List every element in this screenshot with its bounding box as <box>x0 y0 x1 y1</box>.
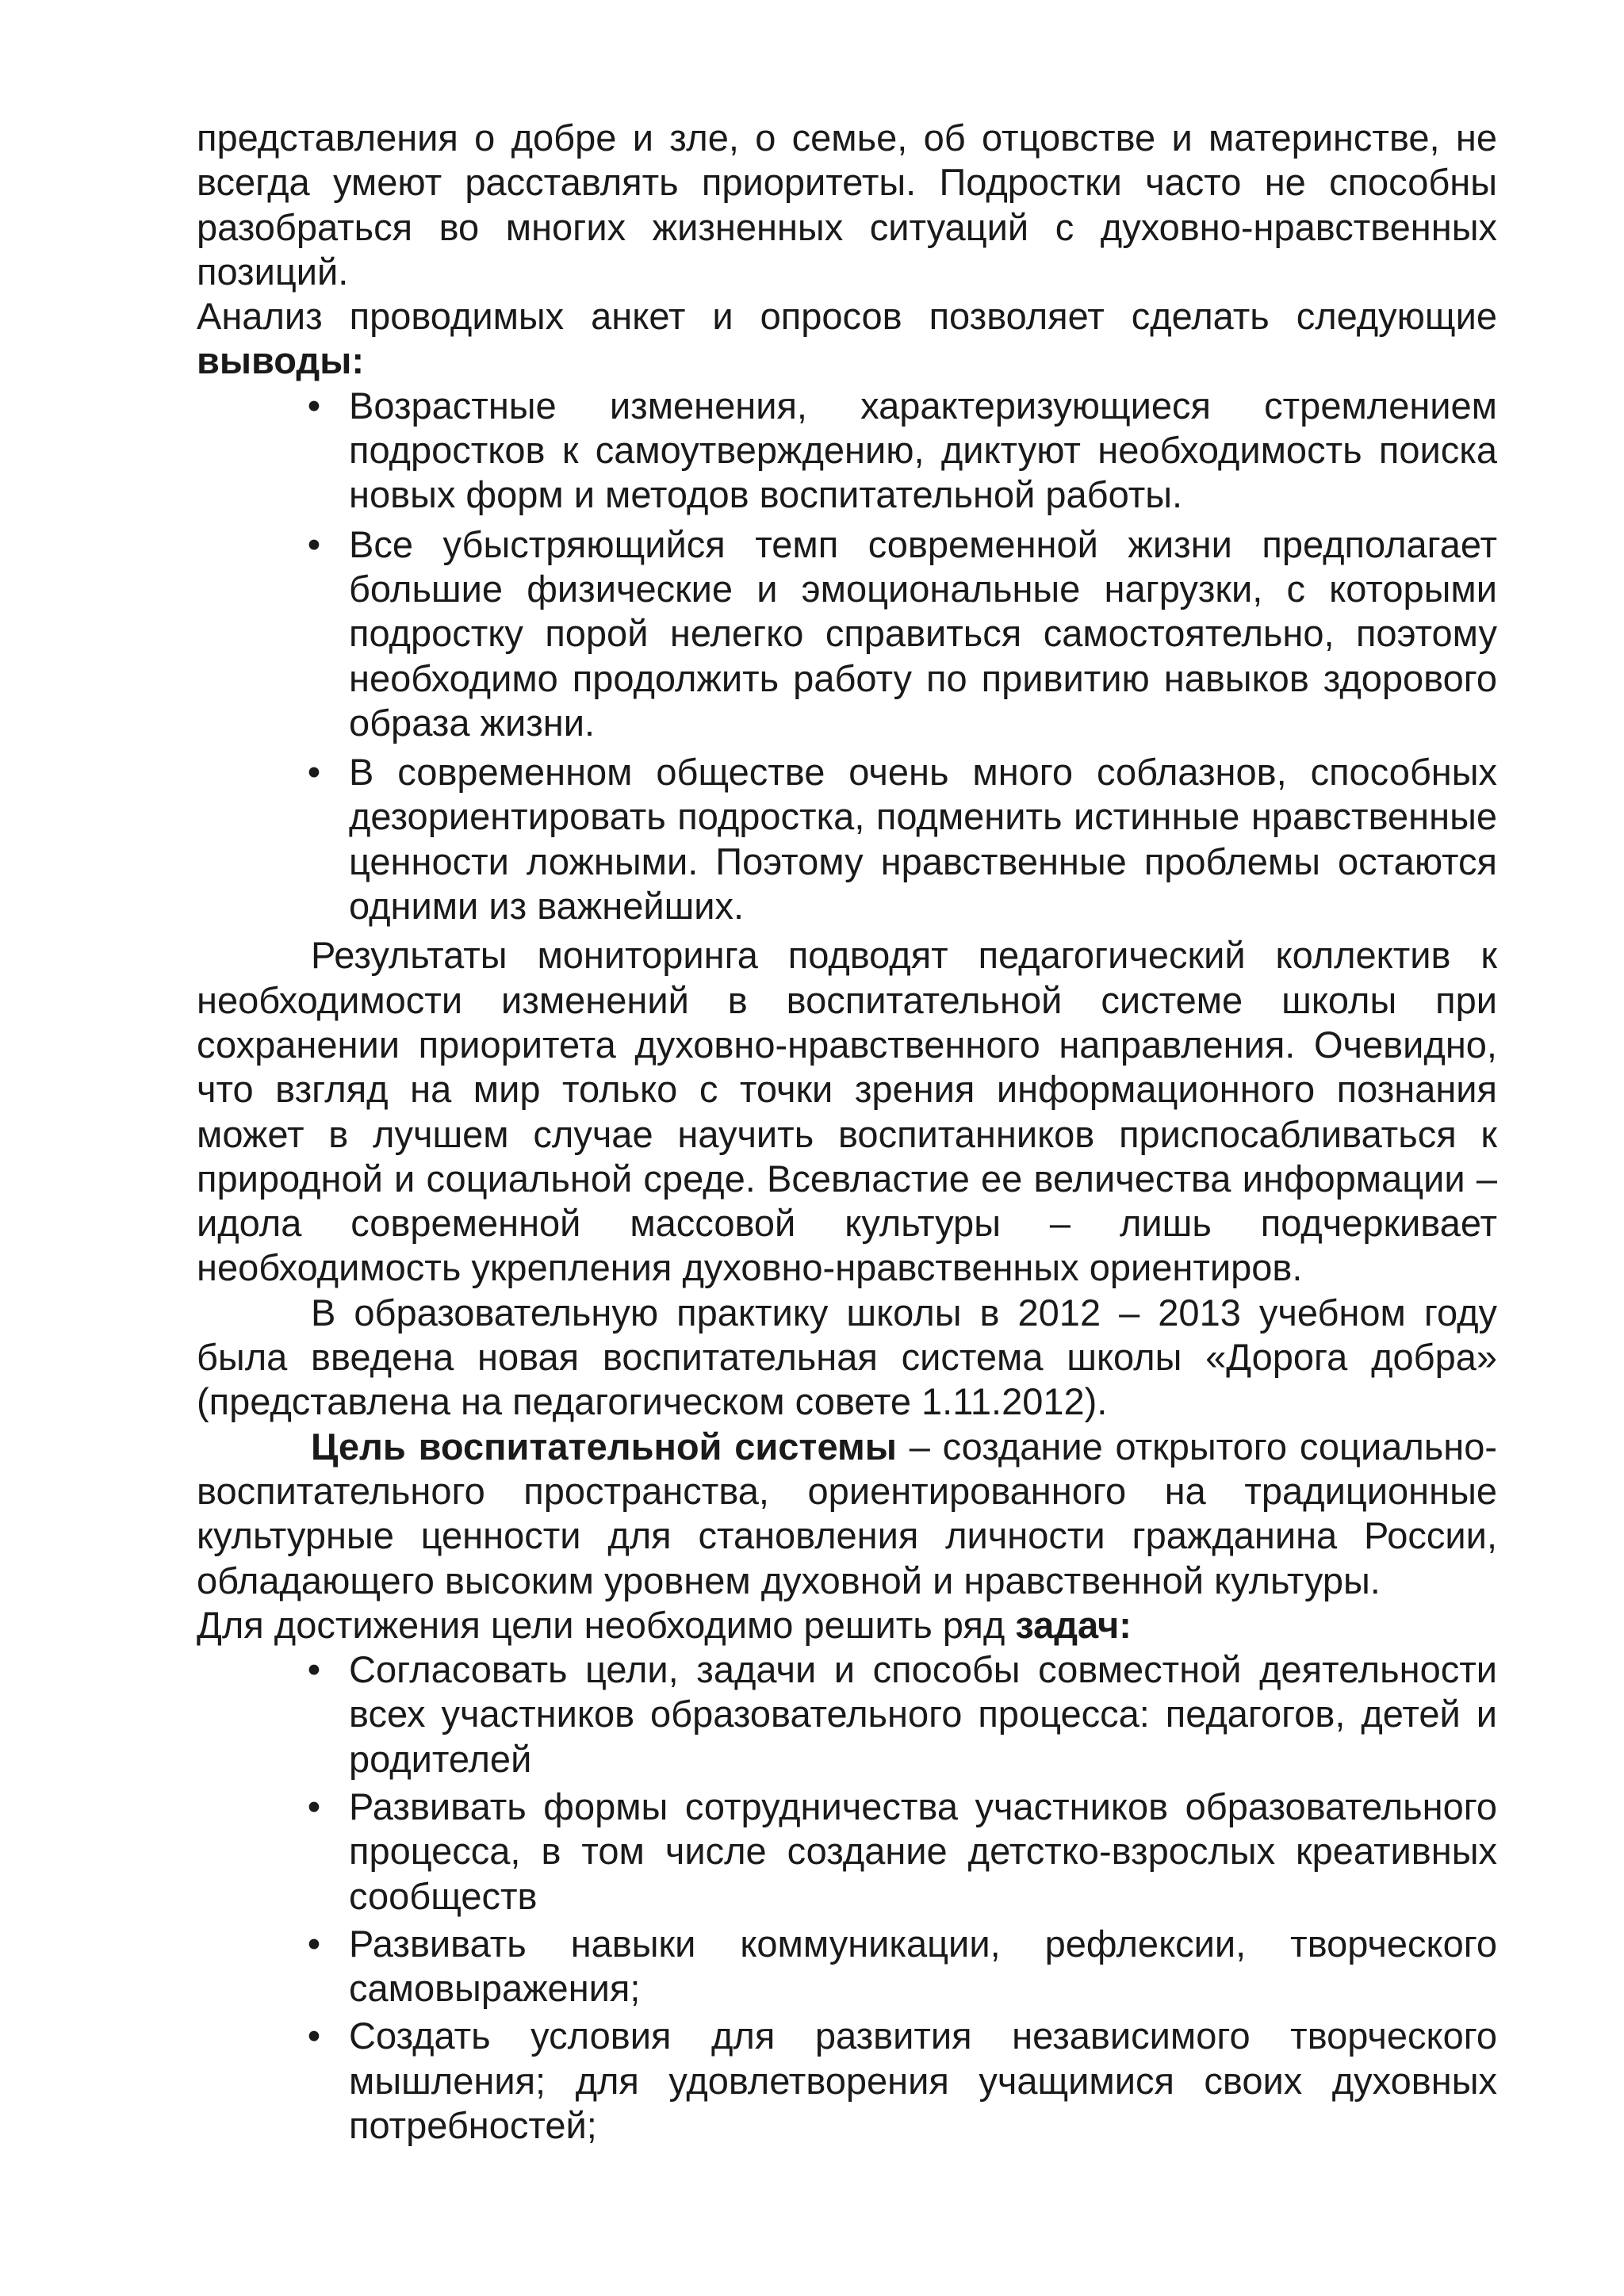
tasks-lead-paragraph <box>197 1603 1497 1647</box>
goal-paragraph <box>197 1425 1497 1603</box>
bullet-icon: • <box>307 1648 321 1691</box>
bullet-icon: • <box>307 384 321 427</box>
list-item <box>307 750 1497 928</box>
list-item <box>307 522 1497 745</box>
practice-paragraph: В образовательную практику школы в 2012 – 2013 учебном году была введена новая воспитательная система школы «Дорога добра» (представлена на педагогическом совете 1.11.2012). <box>197 1291 1497 1423</box>
bullet-icon: • <box>307 2015 321 2057</box>
bullet-icon: • <box>307 1785 321 1827</box>
bullet-icon: • <box>307 522 321 565</box>
goal-bold-text: Цель воспитательной системы <box>311 1425 897 1468</box>
analysis-bold-text: выводы: <box>197 339 365 382</box>
results-paragraph: Результаты мониторинга подводят педагогический коллектив к необходимости изменений в воспитательной системе школы при сохранении приоритета духовно-нравственного направления. Очевидно, что взгляд на мир только с точки зрения информационного познания может в лучшем случае научить воспитанников приспосабливаться к природной и социальной среде. Всевластие ее величества информации – идола современной массовой культуры – лишь подчеркивает необходимость укрепления духовно-нравственных ориентиров. <box>197 934 1497 1289</box>
document-page <box>197 116 1497 2151</box>
tasks-bold-text: задач: <box>1015 1603 1132 1646</box>
bullet-icon: • <box>307 751 321 794</box>
analysis-paragraph <box>197 294 1497 384</box>
list-item-text: Все убыстряющийся темп современной жизни предполагает большие физические и эмоциональные нагрузки, с которыми подростку порой нелегко справиться самостоятельно, поэтому необходимо продолжить работу по привитию навыков здорового образа жизни. <box>349 522 1497 744</box>
tasks-lead-text: Для достижения цели необходимо решить ряд <box>197 1603 1016 1646</box>
list-item-text: Согласовать цели, задачи и способы совместной деятельности всех участников образовательного процесса: педагогов, детей и родителей <box>349 1648 1497 1780</box>
list-item <box>307 1922 1497 2011</box>
tasks-list <box>197 1647 1497 2148</box>
analysis-lead-text: Анализ проводимых анкет и опросов позволяет сделать следующие <box>197 295 1497 338</box>
bullet-icon: • <box>307 1922 321 1965</box>
list-item <box>307 1785 1497 1919</box>
conclusions-list <box>197 384 1497 929</box>
intro-paragraph: представления о добре и зле, о семье, об отцовстве и материнстве, не всегда умеют расставлять приоритеты. Подростки часто не способны разобраться во многих жизненных ситуаций с духовно-нравственных позиций. <box>197 117 1497 293</box>
list-item-text: Развивать навыки коммуникации, рефлексии, творческого самовыражения; <box>349 1922 1497 2010</box>
list-item <box>307 2014 1497 2148</box>
list-item <box>307 384 1497 518</box>
list-item-text: В современном обществе очень много соблазнов, способных дезориентировать подростка, подменить истинные нравственные ценности ложными. Поэтому нравственные проблемы остаются одними из важнейших. <box>349 751 1497 928</box>
list-item <box>307 1647 1497 1781</box>
list-item-text: Развивать формы сотрудничества участников образовательного процесса, в том числе создание детстко-взрослых креативных сообществ <box>349 1785 1497 1917</box>
list-item-text: Возрастные изменения, характеризующиеся стремлением подростков к самоутверждению, диктуют необходимость поиска новых форм и методов воспитательной работы. <box>349 384 1497 516</box>
list-item-text: Создать условия для развития независимого творческого мышления; для удовлетворения учащимися своих духовных потребностей; <box>349 2015 1497 2147</box>
goal-text: – создание открытого социально-воспитательного пространства, ориентированного на традиционные культурные ценности для становления личности гражданина России, обладающего высоким уровнем духовной и нравственной культуры. <box>197 1425 1497 1601</box>
